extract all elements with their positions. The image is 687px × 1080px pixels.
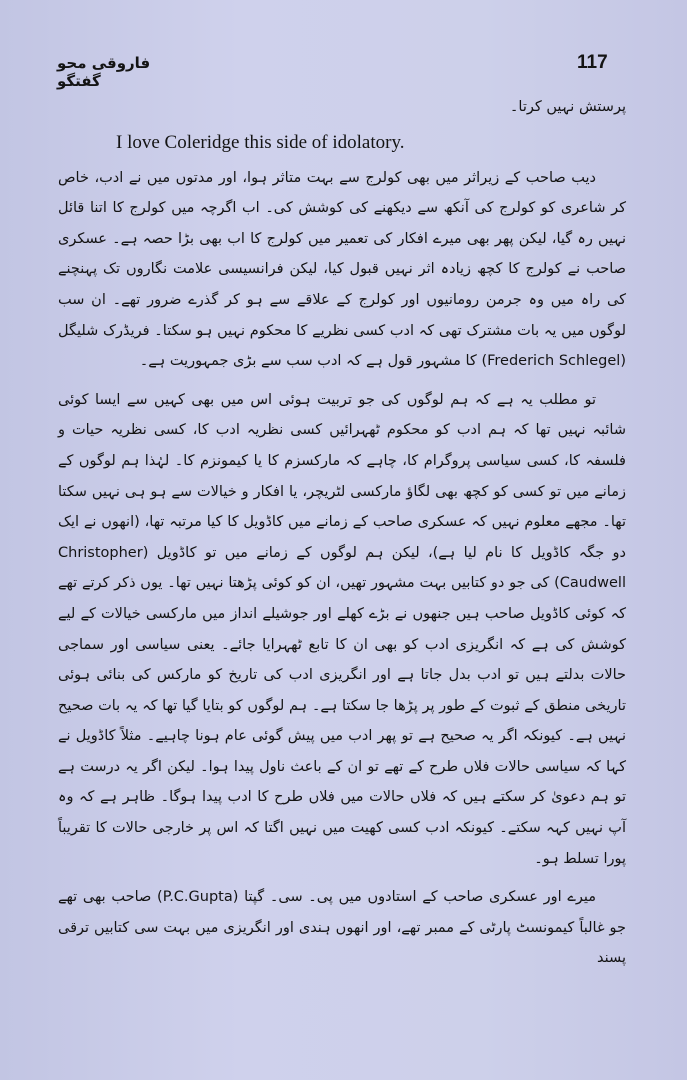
paragraph-1: دیب صاحب کے زیراثر میں بھی کولرج سے بہت متاثر ہوا، اور مدتوں میں نے ادب، خاص کر شاعری کو کولرج کی آنکھ سے دیکھنے کی کوشش کی۔ اب اگرچہ میں کولرج کا اتنا قائل نہیں رہ گیا، لیکن پھر بھی میرے افکار کی تعمیر میں کولرج کا اب بھی بڑا حصہ ہے۔ عسکری صاحب نے کولرج کا کچھ زیادہ اثر نہیں قبول کیا، لیکن فرانسیسی علامت نگاروں تک پہنچنے کی راہ میں وہ جرمن رومانیوں اور کولرج کے علاقے سے ہو کر گذرے ضرور تھے۔ ان سب لوگوں میں یہ بات مشترک تھی کہ ادب کسی نظریے کا محکوم نہیں ہو سکتا۔ فریڈرک شلیگل (Frederich Schlegel) کا مشہور قول ہے کہ ادب سب سے بڑی جمہوریت ہے۔ [58, 169, 626, 370]
english-quote: I love Coleridge this side of idolatory. [116, 131, 405, 153]
page-number: 117 [577, 52, 608, 73]
paragraph-3: میرے اور عسکری صاحب کے استادوں میں پی۔ سی۔ گپتا (P.C.Gupta) صاحب بھی تھے جو غالباً کیمونسٹ پارٹی کے ممبر تھے، اور انھوں ہندی اور انگریزی میں بہت سی کتابیں ترقی پسند [58, 889, 626, 967]
paragraph-2: تو مطلب یہ ہے کہ ہم لوگوں کی جو تربیت ہوئی اس میں بھی کہیں سے ایسا کوئی شائبہ نہیں تھا کہ ہم ادب کو محکوم ٹھہرائیں کسی نظریہ ادب کا، کسی نظریہ حیات و فلسفہ کا، کسی سیاسی پروگرام کا، چاہے کہ مارکسزم کا یا کیمونزم کا۔ لہٰذا ہم لوگوں کے زمانے میں تو کسی کو کچھ بھی لگاؤ مارکسی لٹریچر، یا افکار و خیالات سے ہو ہی نہیں سکتا تھا۔ مجھے معلوم نہیں کہ عسکری صاحب کے زمانے میں کاڈویل کا کیا مرتبہ تھا، (انھوں نے ایک دو جگہ کاڈویل کا نام لیا ہے)، لیکن ہم لوگوں کے زمانے میں تو کاڈویل (Christopher Caudwell) کی جو دو کتابیں بہت مشہور تھیں، ان کو کوئی پڑھتا نہیں تھا۔ یوں ذکر کرتے تھے کہ کوئی کاڈویل صاحب ہیں جنھوں نے بڑے کھلے اور جوشیلے انداز میں مارکسی خیالات کے لیے کوشش کی ہے کہ انگریزی ادب کو بھی ان کا تابع ٹھہرایا جائے۔ یعنی سیاسی اور سماجی حالات بدلتے ہیں تو ادب بدل جاتا ہے اور انگریزی ادب کی تاریخ کو مارکس کی بنائی ہوئی تاریخی منطق کے ثبوت کے طور پر پڑھا جا سکتا ہے۔ ہم لوگوں کو بتایا گیا تھا کہ یہ بات صحیح نہیں ہے۔ کیونکہ اگر یہ صحیح ہے تو پھر ادب میں پیش گوئی عام ہونا چاہیے۔ مثلاً کاڈویل نے کہا کہ سیاسی حالات فلاں طرح کے تھے تو ان کے باعث ناول پیدا ہوا۔ لیکن اگر یہ درست ہے تو ہم دعویٰ کر سکتے ہیں کہ فلاں حالات میں فلاں طرح کا ادب پیدا ہوگا۔ ظاہر ہے کہ وہ آپ نہیں کہہ سکتے۔ کیونکہ ادب کسی کھیت میں نہیں اگتا کہ اس پر خارجی حالات کا تقریباً پورا تسلط ہو۔ [58, 391, 626, 867]
running-title: فاروقی محو گفتگو [57, 54, 151, 90]
continuation-line: پرستش نہیں کرتا۔ [509, 99, 626, 115]
page-body [58, 92, 626, 974]
